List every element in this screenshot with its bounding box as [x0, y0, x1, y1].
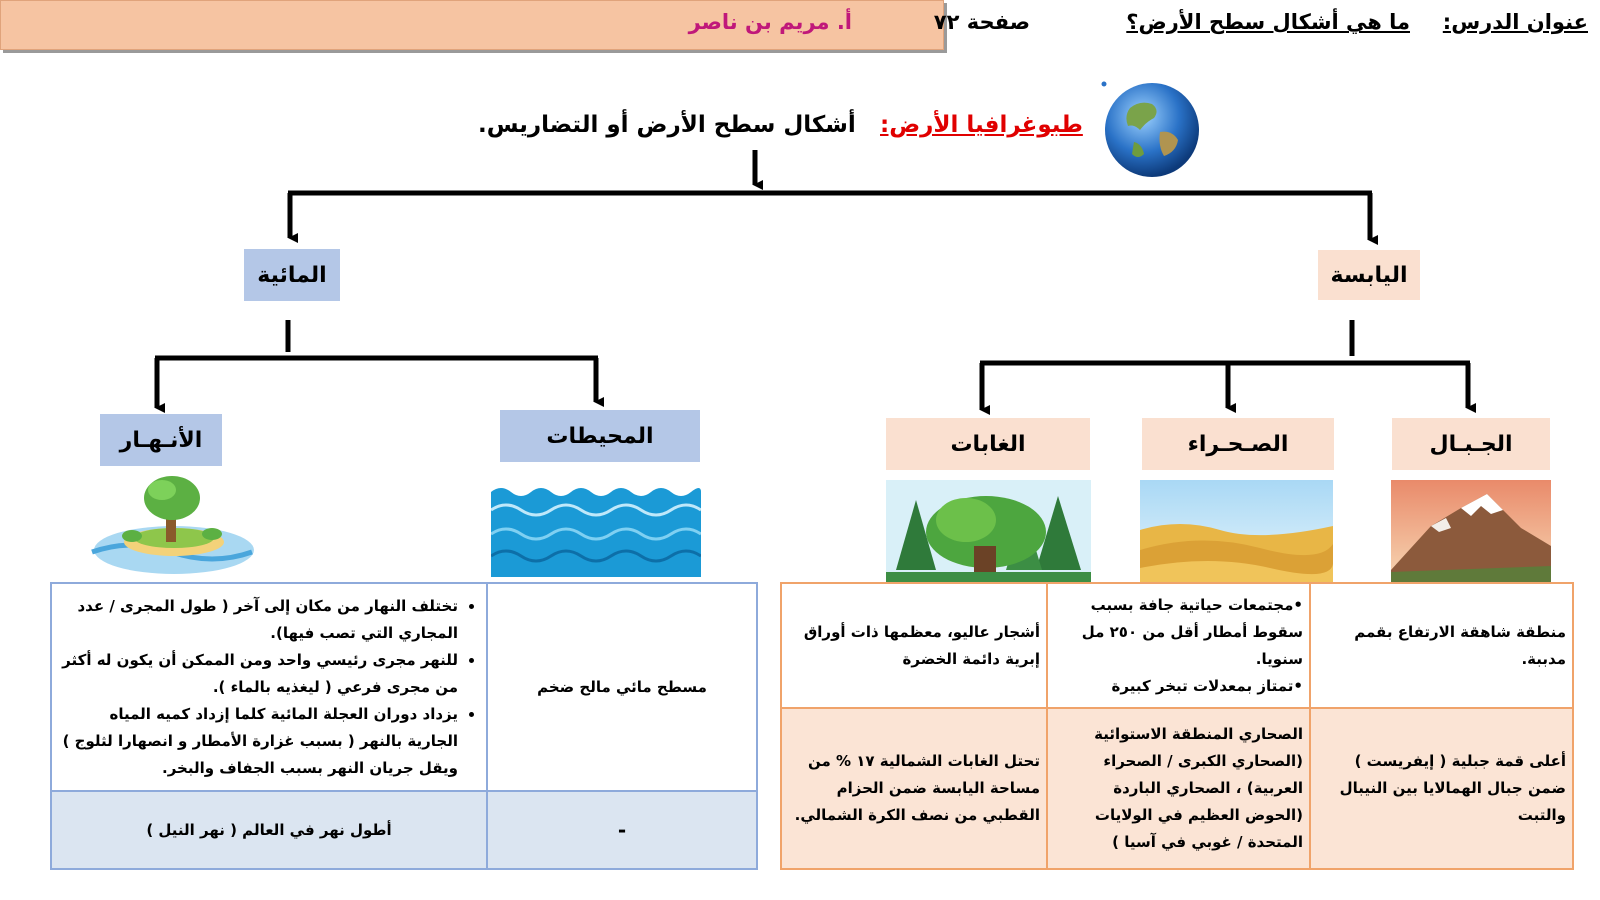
teacher-name: أ. مريم بن ناصر: [688, 10, 852, 34]
land-details-table: [780, 582, 1574, 870]
list-item: • تختلف النهار من مكان إلى آخر ( طول المجرى / عدد المجاري التي تصب فيها).: [58, 593, 458, 647]
list-item: • للنهر مجرى رئيسي واحد ومن الممكن أن يكون له أكثر من مجرى فرعي ( ليغذيه بالماء ).: [58, 647, 458, 701]
page-number: صفحة ٧٢: [933, 10, 1030, 34]
topography-term: طبوغرافيا الأرض:: [880, 112, 1083, 138]
topography-definition: أشكال سطح الأرض أو التضاريس.: [478, 112, 856, 138]
water-details-table: [50, 582, 758, 870]
mountains-definition: منطقة شاهقة الارتفاع بقمم مدببة.: [1310, 583, 1573, 708]
water-category: المائية: [244, 249, 340, 301]
oceans-definition: مسطح مائي مالح ضخم: [487, 583, 757, 791]
forests-box: الغابات: [886, 418, 1090, 470]
river-image: [82, 472, 257, 582]
rivers-box: الأنـهـار: [100, 414, 222, 466]
table-row: [781, 708, 1573, 869]
ocean-image: [491, 482, 701, 577]
forest-image: [886, 480, 1091, 582]
desert-example: الصحاري المنطقة الاستوائية (الصحاري الكبرى / الصحراء العربية) ، الصحاري الباردة (الحوض العظيم في الولايات المتحدة / غوبي في آسيا ): [1047, 708, 1310, 869]
desert-box: الصـحـراء: [1142, 418, 1334, 470]
table-row: [781, 583, 1573, 708]
mountains-box: الجـبـال: [1392, 418, 1550, 470]
rivers-points: [51, 583, 487, 791]
mountains-example: أعلى قمة جبلية ( إيفريست ) ضمن جبال الهمالايا بين النيبال والتبت: [1310, 708, 1573, 869]
rivers-example: أطول نهر في العالم ( نهر النيل ): [51, 791, 487, 869]
oceans-box: المحيطات: [500, 410, 700, 462]
lesson-label: عنوان الدرس:: [1442, 10, 1588, 34]
rivers-list: [58, 593, 480, 782]
table-row: [51, 583, 757, 791]
land-category: اليابسة: [1318, 250, 1420, 300]
forests-definition: أشجار عاليو، معظمها ذات أوراق إبرية دائمة الخضرة: [781, 583, 1047, 708]
table-row: [51, 791, 757, 869]
desert-points: [1047, 583, 1310, 708]
mountain-image: [1391, 480, 1551, 582]
lesson-title: ما هي أشكال سطح الأرض؟: [1126, 10, 1410, 34]
desert-point: •مجتمعات حياتية جافة بسبب سقوط أمطار أقل من ٢٥٠ مل سنويا.: [1081, 595, 1303, 668]
desert-image: [1140, 480, 1333, 582]
oceans-example: -: [487, 791, 757, 869]
forests-example: تحتل الغابات الشمالية ١٧ % من مساحة اليابسة ضمن الحزام القطبي من نصف الكرة الشمالي.: [781, 708, 1047, 869]
desert-point: •تمتاز بمعدلات تبخر كبيرة: [1111, 676, 1303, 695]
list-item: • يزداد دوران العجلة المائية كلما إزداد كميه المياه الجارية بالنهر ( بسبب غزارة الأمطار و انصهارا لثلوج ) ويقل جريان النهر بسبب الجفاف والبخر.: [58, 701, 458, 782]
